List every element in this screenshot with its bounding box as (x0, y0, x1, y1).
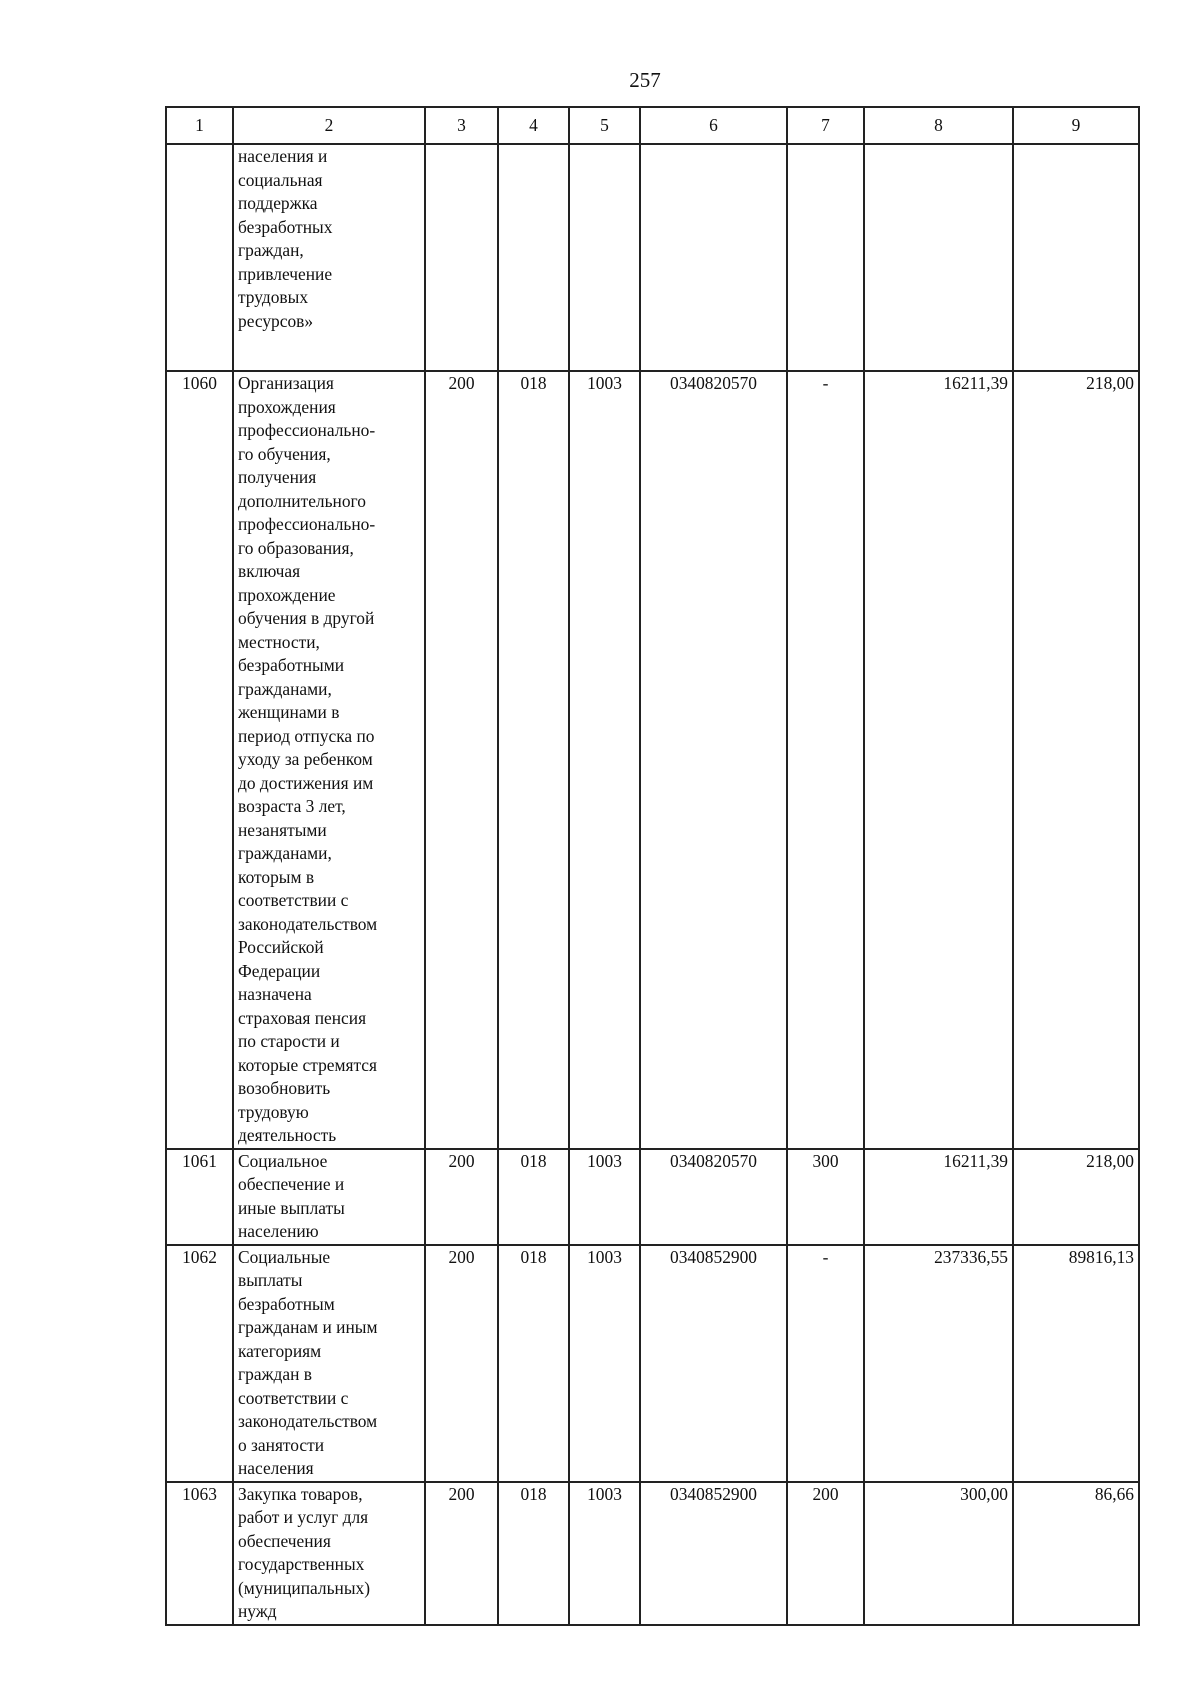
page-number: 257 (629, 68, 661, 92)
name-line: период отпуска по (238, 725, 375, 746)
column-header-row (166, 107, 1139, 144)
name-line: нужд (238, 1601, 277, 1621)
cell-col8: 16211,39 (864, 1149, 1013, 1245)
cell-col6: 0340820570 (640, 1149, 787, 1245)
row-name (233, 1482, 425, 1625)
cell-col9: 86,66 (1013, 1482, 1139, 1625)
cell-col9 (1013, 144, 1139, 371)
row-code: 1062 (166, 1245, 233, 1482)
name-line: законодательством (238, 913, 378, 934)
name-line: обучения в другой (238, 608, 375, 628)
name-line: незанятыми (238, 819, 327, 840)
cell-col3: 200 (425, 371, 498, 1149)
name-line: включая (238, 561, 301, 581)
name-line: обеспечение и (238, 1174, 345, 1194)
cell-col4: 018 (498, 1245, 569, 1482)
cell-col5: 1003 (569, 1245, 640, 1482)
name-line: поддержка (238, 193, 318, 213)
cell-col3: 200 (425, 1482, 498, 1625)
name-line: Закупка товаров, (238, 1483, 363, 1504)
name-line: о занятости (238, 1434, 325, 1455)
name-line: профессионально- (238, 420, 376, 440)
name-line: социальная (238, 169, 323, 190)
name-line: граждан в (238, 1364, 312, 1384)
cell-col8: 16211,39 (864, 371, 1013, 1149)
name-line: прохождения (238, 396, 336, 417)
name-line: Федерации (238, 960, 321, 981)
name-line: Социальные (238, 1246, 331, 1267)
column-header: 4 (498, 107, 569, 144)
table-row (166, 1149, 1139, 1245)
row-name (233, 144, 425, 371)
row-name (233, 1245, 425, 1482)
column-header: 5 (569, 107, 640, 144)
row-code: 1060 (166, 371, 233, 1149)
name-line: прохождение (238, 584, 336, 605)
column-header: 2 (233, 107, 425, 144)
cell-col6 (640, 144, 787, 371)
column-header: 1 (166, 107, 233, 144)
cell-col3: 200 (425, 1245, 498, 1482)
cell-col4: 018 (498, 1149, 569, 1245)
cell-col3: 200 (425, 1149, 498, 1245)
name-line: дополнительного (238, 490, 366, 511)
cell-col6: 0340852900 (640, 1245, 787, 1482)
name-line: ресурсов» (238, 310, 314, 331)
budget-table (165, 106, 1140, 1626)
name-line: Организация (238, 373, 334, 393)
cell-col7: - (787, 1245, 864, 1482)
cell-col4: 018 (498, 371, 569, 1149)
column-header: 9 (1013, 107, 1139, 144)
row-name (233, 371, 425, 1149)
cell-col8 (864, 144, 1013, 371)
cell-col5: 1003 (569, 1482, 640, 1625)
name-line: женщинами в (238, 702, 340, 722)
name-line: соответствии с (238, 1387, 349, 1408)
name-line: граждан, (238, 240, 304, 260)
name-line: безработными (238, 655, 345, 675)
name-line: до достижения им (238, 772, 374, 793)
name-line: трудовую (238, 1101, 309, 1122)
name-line: привлечение (238, 263, 333, 284)
name-line: го обучения, (238, 443, 331, 464)
name-line: обеспечения (238, 1530, 331, 1551)
name-line: безработных (238, 216, 333, 237)
name-line: соответствии с (238, 890, 349, 910)
table-row (166, 1482, 1139, 1625)
cell-col9: 218,00 (1013, 1149, 1139, 1245)
cell-col6: 0340852900 (640, 1482, 787, 1625)
name-line: местности, (238, 631, 320, 652)
row-code (166, 144, 233, 371)
cell-col9: 218,00 (1013, 371, 1139, 1149)
name-line: (муниципальных) (238, 1577, 370, 1598)
column-header: 7 (787, 107, 864, 144)
name-line: получения (238, 467, 317, 487)
cell-col8: 300,00 (864, 1482, 1013, 1625)
cell-col7: 200 (787, 1482, 864, 1625)
name-line: возобновить (238, 1078, 331, 1098)
name-line: работ и услуг для (238, 1507, 369, 1527)
name-line: гражданами, (238, 843, 332, 863)
name-line: которые стремятся (238, 1054, 378, 1075)
cell-col7 (787, 144, 864, 371)
column-header: 3 (425, 107, 498, 144)
name-line: государственных (238, 1554, 365, 1574)
row-code: 1061 (166, 1149, 233, 1245)
name-line: категориям (238, 1340, 322, 1361)
cell-col8: 237336,55 (864, 1245, 1013, 1482)
name-line: профессионально- (238, 514, 376, 534)
name-line: трудовых (238, 287, 309, 307)
column-header: 6 (640, 107, 787, 144)
cell-col7: - (787, 371, 864, 1149)
name-line: населения (238, 1458, 314, 1478)
column-header: 8 (864, 107, 1013, 144)
cell-col5: 1003 (569, 371, 640, 1149)
name-line: иные выплаты (238, 1197, 345, 1218)
cell-col6: 0340820570 (640, 371, 787, 1149)
cell-col4: 018 (498, 1482, 569, 1625)
name-line: выплаты (238, 1270, 303, 1290)
name-line: населению (238, 1221, 319, 1241)
cell-col7: 300 (787, 1149, 864, 1245)
name-line: Российской (238, 937, 324, 957)
cell-col4 (498, 144, 569, 371)
cell-col5 (569, 144, 640, 371)
name-line: законодательством (238, 1411, 378, 1431)
name-line: гражданам и иным (238, 1317, 378, 1337)
cell-col9: 89816,13 (1013, 1245, 1139, 1482)
row-name (233, 1149, 425, 1245)
row-code: 1063 (166, 1482, 233, 1625)
name-line: деятельность (238, 1125, 337, 1145)
cell-col3 (425, 144, 498, 371)
table-row (166, 371, 1139, 1149)
name-line: назначена (238, 984, 312, 1004)
name-line: уходу за ребенком (238, 749, 373, 769)
table-row (166, 1245, 1139, 1482)
cell-col5: 1003 (569, 1149, 640, 1245)
name-line: го образования, (238, 537, 354, 558)
name-line: по старости и (238, 1031, 340, 1051)
table-row (166, 144, 1139, 371)
name-line: возраста 3 лет, (238, 796, 346, 816)
name-line: населения и (238, 146, 328, 166)
name-line: Социальное (238, 1150, 328, 1171)
name-line: страховая пенсия (238, 1007, 367, 1028)
name-line: которым в (238, 866, 315, 887)
name-line: безработным (238, 1293, 335, 1314)
name-line: гражданами, (238, 678, 332, 699)
